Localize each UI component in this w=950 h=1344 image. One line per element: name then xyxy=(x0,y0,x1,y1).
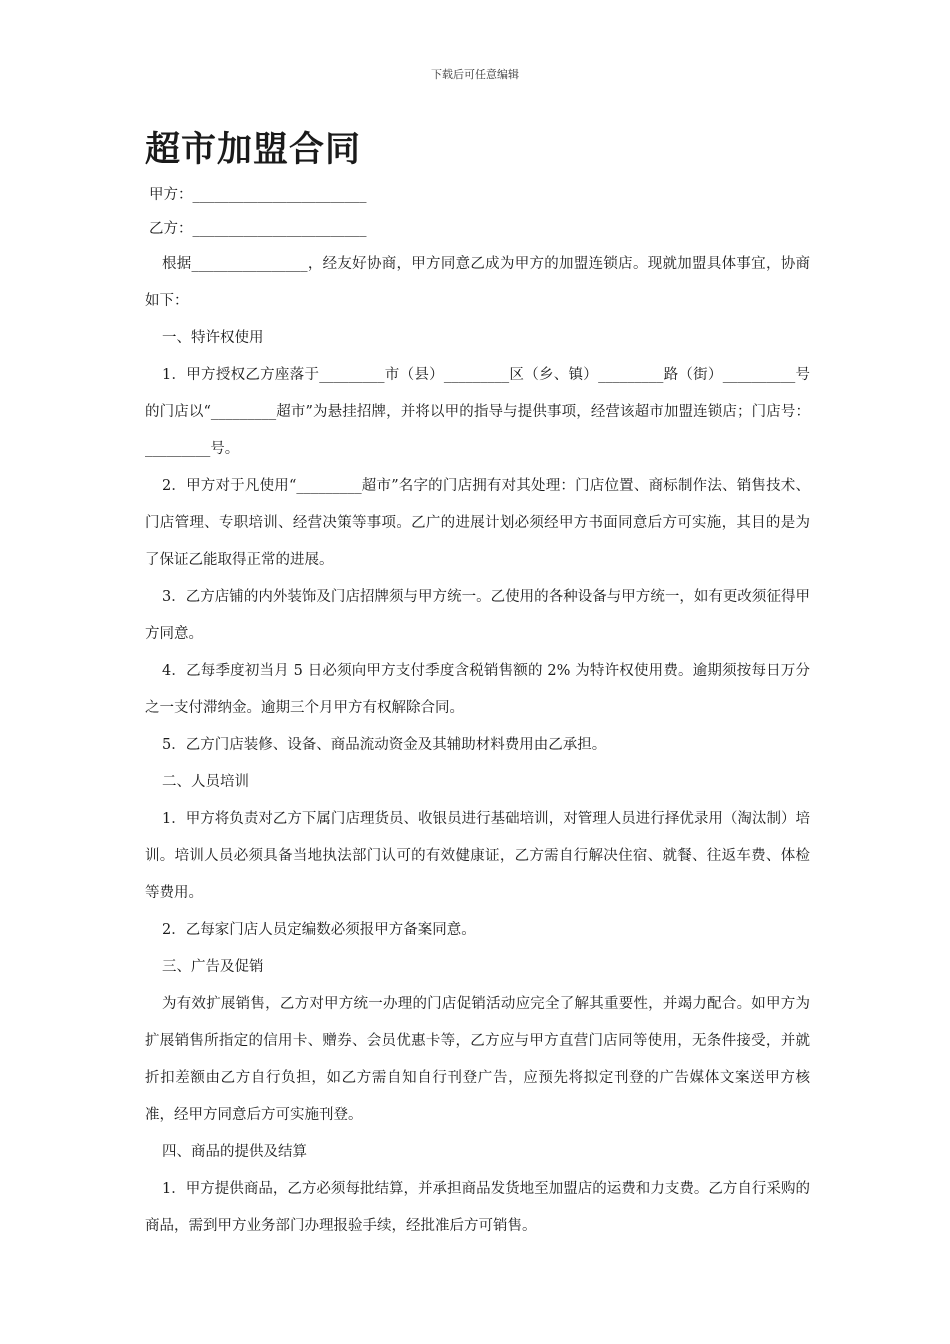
document-title: 超市加盟合同 xyxy=(145,130,362,170)
section-heading-4: 四、商品的提供及结算 xyxy=(162,1144,307,1160)
party-a-line: 甲方：________________________ xyxy=(149,187,367,203)
section-3-paragraph: 为有效扩展销售，乙方对甲方统一办理的门店促销活动应完全了解其重要性，并竭力配合。如甲方为扩展销售所指定的信用卡、赠券、会员优惠卡等，乙方应与甲方直营门店同等使用，无条件接受，并就折扣差额由乙方自行负担，如乙方需自知自行刊登广告，应预先将拟定刊登的广告媒体文案送甲方核准，经甲方同意后方可实施刊登。 xyxy=(145,996,810,1123)
section-1-clause-5: 5．乙方门店装修、设备、商品流动资金及其辅助材料费用由乙承担。 xyxy=(162,737,607,753)
header-note: 下载后可任意编辑 xyxy=(431,68,519,81)
section-heading-2: 二、人员培训 xyxy=(162,774,249,790)
section-2-clause-2: 2．乙每家门店人员定编数必须报甲方备案同意。 xyxy=(162,922,476,938)
section-heading-1: 一、特许权使用 xyxy=(162,330,264,346)
section-1-clause-2: 2．甲方对于凡使用“_________超市”名字的门店拥有对其处理：门店位置、商标制作法、销售技术、门店管理、专职培训、经营决策等事项。乙广的进展计划必须经甲方书面同意后方可实施，其目的是为了保证乙能取得正常的进展。 xyxy=(145,478,810,568)
section-1-clause-1: 1．甲方授权乙方座落于_________市（县）_________区（乡、镇）_________路（街）__________号的门店以“_________超市”为悬挂招牌，并将以甲的指导与提供事项，经营该超市加盟连锁店；门店号：_________号。 xyxy=(145,367,810,457)
section-4-clause-1: 1．甲方提供商品，乙方必须每批结算，并承担商品发货地至加盟店的运费和力支费。乙方自行采购的商品，需到甲方业务部门办理报验手续，经批准后方可销售。 xyxy=(145,1181,810,1234)
section-2-clause-1: 1．甲方将负责对乙方下属门店理货员、收银员进行基础培训，对管理人员进行择优录用（淘汰制）培训。培训人员必须具备当地执法部门认可的有效健康证，乙方需自行解决住宿、就餐、往返车费、体检等费用。 xyxy=(145,811,810,901)
section-heading-3: 三、广告及促销 xyxy=(162,959,264,975)
section-1-clause-3: 3．乙方店铺的内外装饰及门店招牌须与甲方统一。乙使用的各种设备与甲方统一，如有更改须征得甲方同意。 xyxy=(145,589,810,642)
section-1-clause-4: 4．乙每季度初当月 5 日必须向甲方支付季度含税销售额的 2% 为特许权使用费。逾期须按每日万分之一支付滞纳金。逾期三个月甲方有权解除合同。 xyxy=(145,663,810,716)
intro-paragraph: 根据________________，经友好协商，甲方同意乙成为甲方的加盟连锁店。现就加盟具体事宜，协商如下： xyxy=(145,256,810,309)
party-b-line: 乙方：________________________ xyxy=(149,221,367,237)
contract-document xyxy=(145,128,810,1245)
